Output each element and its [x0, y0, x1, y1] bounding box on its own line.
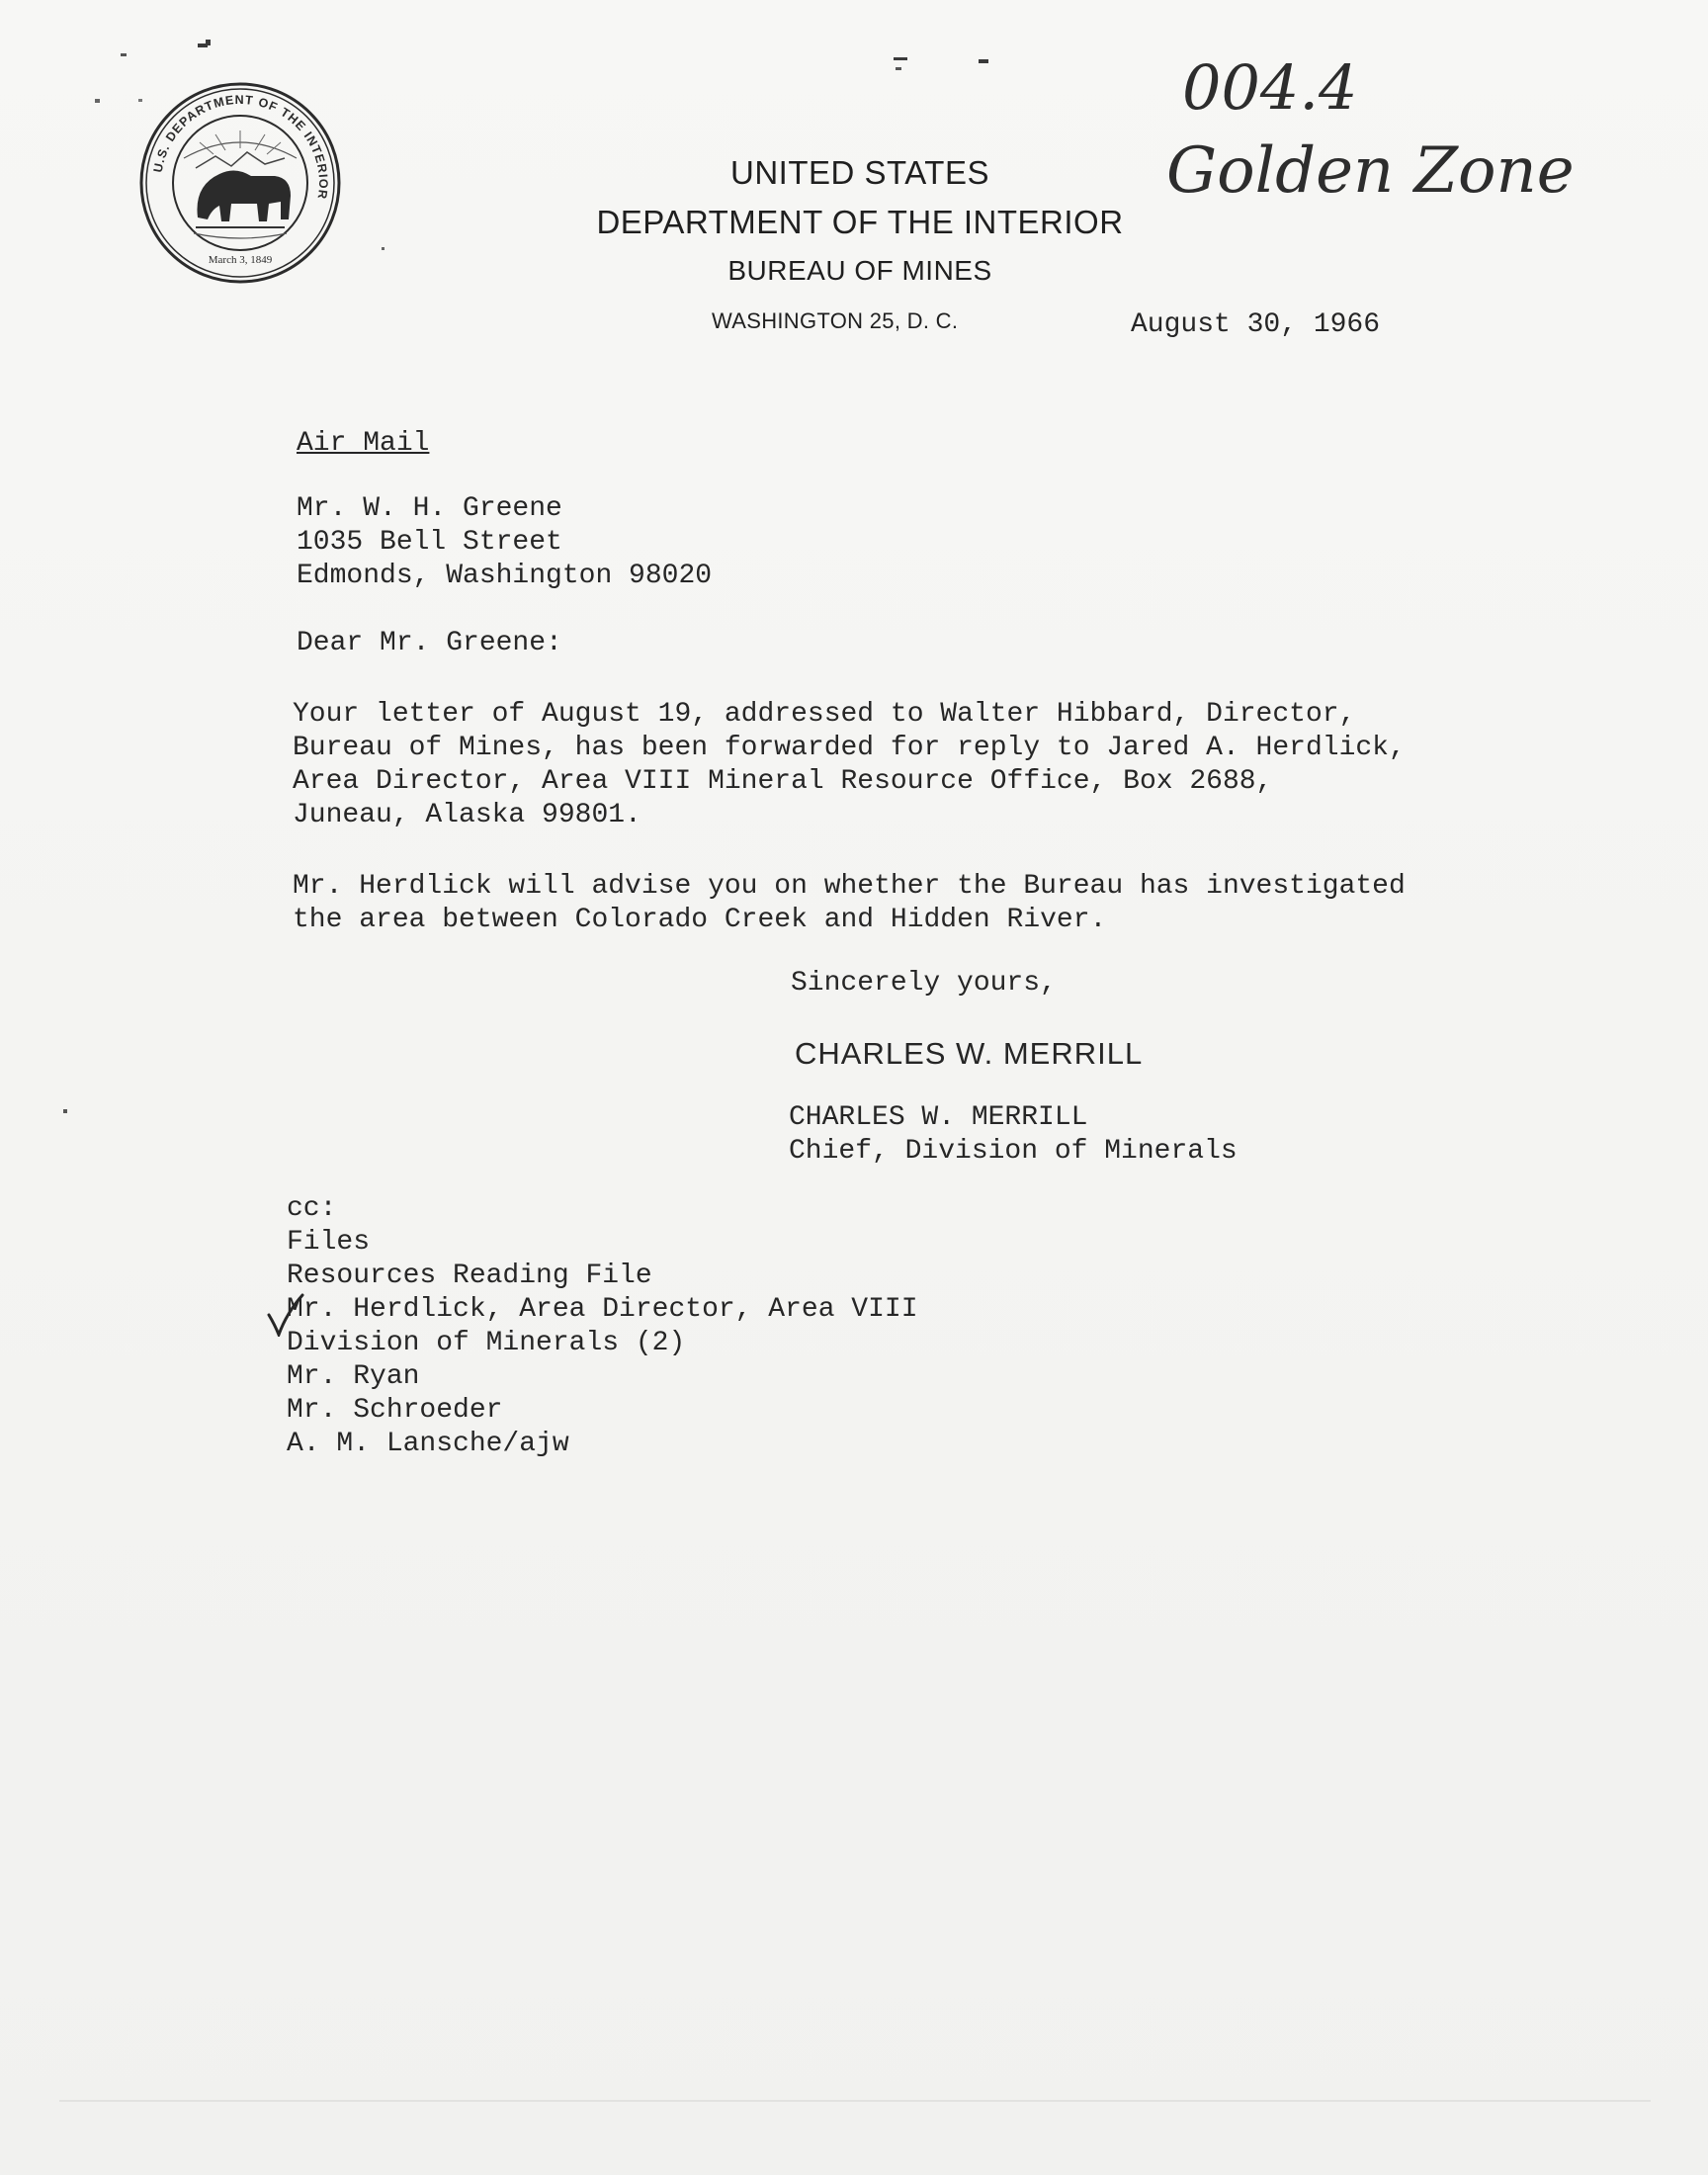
- recipient-name: Mr. W. H. Greene: [297, 493, 562, 524]
- letterhead-city: WASHINGTON 25, D. C.: [712, 308, 959, 333]
- seal-ring-text: U.S. DEPARTMENT OF THE INTERIOR: [150, 92, 331, 201]
- signature: CHARLES W. MERRILL: [795, 1036, 1144, 1071]
- recipient-city: Edmonds, Washington 98020: [297, 561, 713, 591]
- recipient-address: [297, 492, 712, 593]
- cc-label: cc:: [287, 1193, 337, 1224]
- check-mark-icon: [265, 1291, 304, 1337]
- cc-list: Files Resources Reading File Mr. Herdlick, Area Director, Area VIII Division of Minerals (2) Mr. Ryan Mr. Schroeder A. M. Lansche/ajw: [287, 1227, 918, 1459]
- seal-date: March 3, 1849: [208, 254, 273, 266]
- closing: Sincerely yours,: [791, 968, 1057, 999]
- delivery-method: Air Mail: [297, 428, 430, 459]
- body-paragraph-1: Your letter of August 19, addressed to Walter Hibbard, Director, Bureau of Mines, has been forwarded for reply to Jared A. Herdlick, Area Director, Area VIII Mineral Resource Office, Box 2688, Juneau, Alaska 99801.: [293, 699, 1406, 830]
- handwritten-subject: Golden Zone: [1166, 134, 1575, 208]
- letterhead-department: DEPARTMENT OF THE INTERIOR: [596, 204, 1124, 240]
- fold-line: [59, 2100, 1651, 2102]
- department-seal: [136, 79, 344, 287]
- letter-date: August 30, 1966: [1131, 309, 1381, 340]
- letterhead-bureau: BUREAU OF MINES: [727, 255, 992, 286]
- handwritten-file-number: 004.4: [1182, 51, 1358, 124]
- letterhead-country: UNITED STATES: [730, 154, 989, 191]
- recipient-street: 1035 Bell Street: [297, 527, 562, 558]
- salutation: Dear Mr. Greene:: [297, 628, 562, 658]
- signer-name: CHARLES W. MERRILL: [789, 1102, 1088, 1133]
- signer-title: Chief, Division of Minerals: [789, 1136, 1238, 1167]
- body-paragraph-2: Mr. Herdlick will advise you on whether the Bureau has investigated the area between Colorado Creek and Hidden River.: [293, 871, 1406, 935]
- cc-block: [287, 1192, 918, 1461]
